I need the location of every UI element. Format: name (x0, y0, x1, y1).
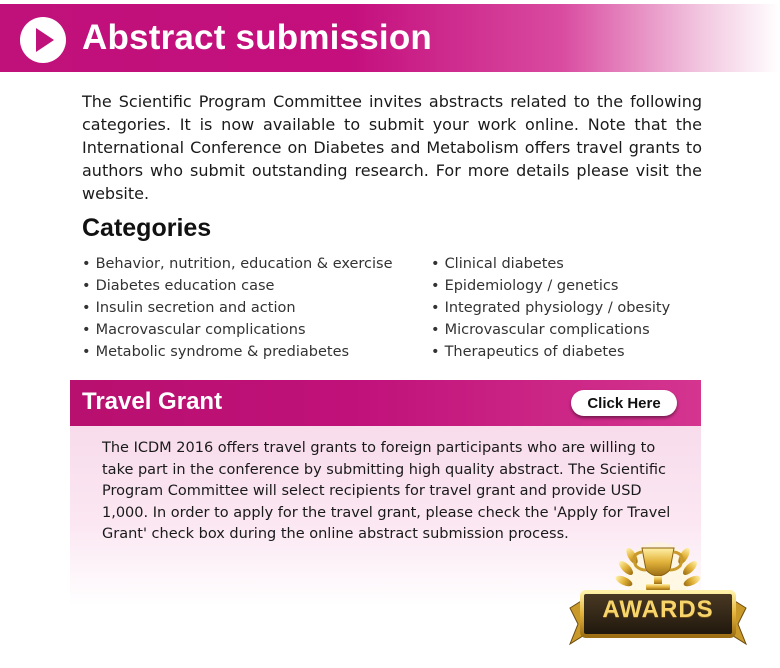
page-title: Abstract submission (82, 18, 432, 57)
category-item: • Macrovascular complications (82, 319, 393, 341)
category-item: • Insulin secretion and action (82, 297, 393, 319)
category-item: • Therapeutics of diabetes (431, 341, 670, 363)
awards-label: AWARDS (602, 596, 714, 623)
click-here-button[interactable]: Click Here (571, 390, 677, 416)
category-item: • Epidemiology / genetics (431, 275, 670, 297)
category-item: • Integrated physiology / obesity (431, 297, 670, 319)
header-banner (0, 4, 780, 72)
category-item: • Metabolic syndrome & prediabetes (82, 341, 393, 363)
play-icon (20, 17, 66, 63)
awards-badge (566, 534, 750, 658)
intro-paragraph: The Scientific Program Committee invites abstracts related to the following categories. It is now available to submit your work online. Note that the International Conference on Diabetes and Metabolism offers travel grants to authors who submit outstanding research. For more details please visit the website. (82, 92, 702, 203)
category-item: • Diabetes education case (82, 275, 393, 297)
travel-grant-title: Travel Grant (82, 388, 223, 415)
categories-list-right (431, 253, 670, 363)
categories-title: Categories (82, 214, 212, 242)
travel-grant-header (70, 380, 701, 426)
category-item: • Microvascular complications (431, 319, 670, 341)
travel-grant-text: The ICDM 2016 offers travel grants to foreign participants who are willing to take part in the conference by submitting high quality abstract. The Scientific Program Committee will select recipients for travel grant and provide USD 1,000. In order to apply for the travel grant, please check the 'Apply for Travel Grant' check box during the online abstract submission process. (102, 440, 671, 542)
category-item: • Clinical diabetes (431, 253, 670, 275)
categories-list-left (82, 253, 393, 363)
category-item: • Behavior, nutrition, education & exercise (82, 253, 393, 275)
